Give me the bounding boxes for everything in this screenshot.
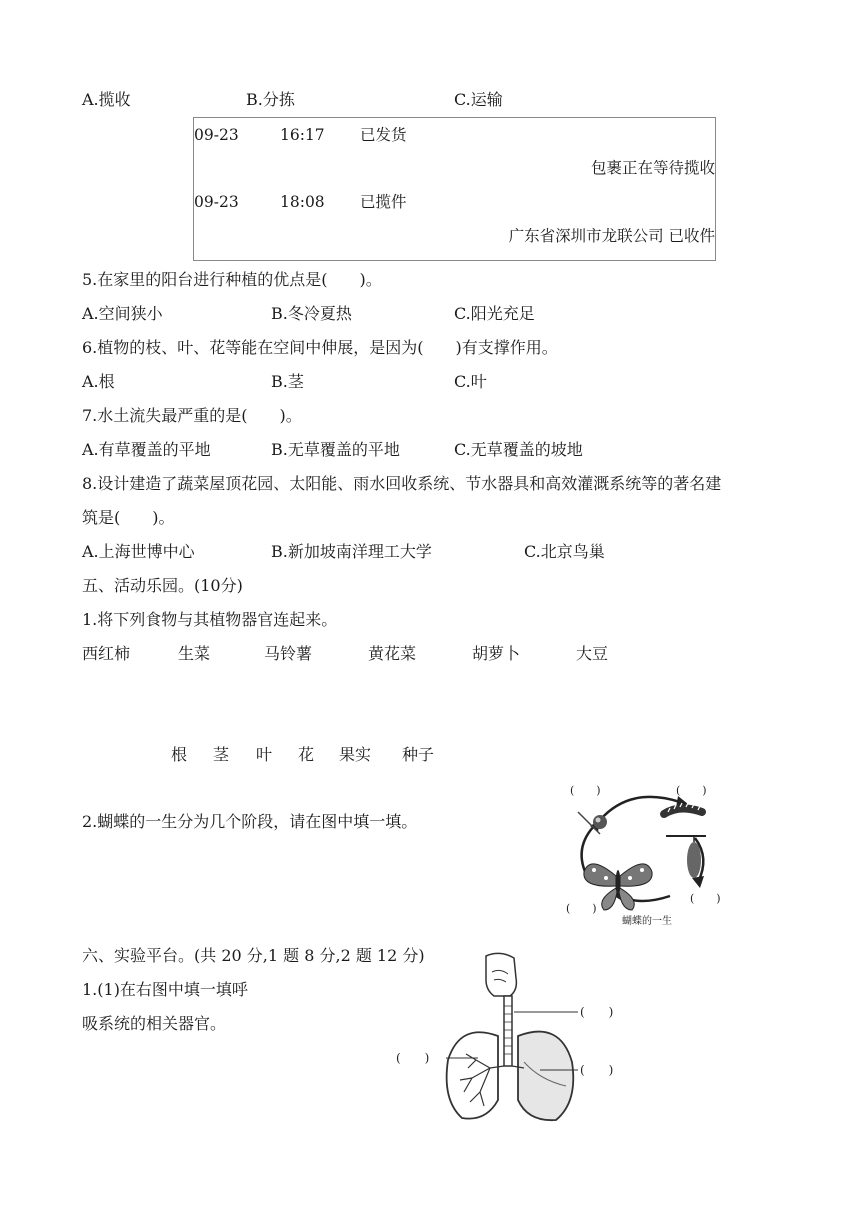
question-7-stem: 7.水土流失最严重的是( )。 — [82, 406, 302, 425]
question-8-stem: 8.设计建造了蔬菜屋顶花园、太阳能、雨水回收系统、节水器具和高效灌溉系统等的著名建 — [82, 474, 722, 493]
lifecycle-blank-larva: ( ) — [676, 784, 707, 797]
q4-option-b: B.分拣 — [246, 90, 295, 109]
tracking-status: 已发货 — [360, 126, 407, 144]
respiratory-system-figure — [390, 950, 640, 1130]
caterpillar-icon — [664, 803, 702, 814]
tracking-detail: 广东省深圳市龙联公司 已收件 — [508, 227, 715, 245]
tracking-box — [193, 117, 716, 261]
food-item: 胡萝卜 — [472, 644, 521, 663]
organ-item: 花 — [298, 745, 315, 764]
respiratory-blank-trachea: ( ) — [580, 1005, 614, 1019]
food-item: 西红柿 — [82, 644, 131, 663]
section-5-q1-stem: 1.将下列食物与其植物器官连起来。 — [82, 610, 338, 629]
q6-option-a: A.根 — [82, 372, 115, 391]
tracking-date: 09-23 — [194, 126, 239, 144]
lung-left-icon — [447, 1032, 504, 1118]
tracking-detail: 包裹正在等待揽收 — [590, 159, 715, 177]
head-icon — [486, 953, 516, 996]
q7-option-c: C.无草覆盖的坡地 — [454, 440, 583, 459]
q5-option-a: A.空间狭小 — [82, 304, 163, 323]
organ-item: 根 — [171, 745, 188, 764]
butterfly-lifecycle-figure — [560, 778, 740, 930]
question-6-stem: 6.植物的枝、叶、花等能在空间中伸展，是因为( )有支撑作用。 — [82, 338, 558, 357]
tracking-status: 已揽件 — [360, 193, 407, 211]
organ-item: 种子 — [402, 745, 435, 764]
food-item: 黄花菜 — [368, 644, 417, 663]
chrysalis-icon — [666, 836, 706, 878]
tracking-time: 18:08 — [280, 193, 325, 211]
lifecycle-blank-egg: ( ) — [570, 784, 601, 797]
organ-item: 叶 — [256, 745, 273, 764]
q6-option-b: B.茎 — [271, 372, 304, 391]
q8-option-b: B.新加坡南洋理工大学 — [271, 542, 432, 561]
q5-option-b: B.冬冷夏热 — [271, 304, 352, 323]
food-item: 马铃薯 — [264, 644, 313, 663]
q7-option-a: A.有草覆盖的平地 — [82, 440, 211, 459]
lung-right-icon — [512, 1032, 573, 1121]
question-8-stem-cont: 筑是( )。 — [82, 508, 175, 527]
q4-option-a: A.揽收 — [82, 90, 131, 109]
q5-option-c: C.阳光充足 — [454, 304, 535, 323]
section-5-title: 五、活动乐园。(10分) — [82, 576, 243, 595]
lifecycle-blank-pupa: ( ) — [690, 892, 721, 905]
q8-option-c: C.北京鸟巢 — [524, 542, 605, 561]
organ-item: 果实 — [339, 745, 372, 764]
organ-item: 茎 — [213, 745, 230, 764]
section-6-q1-line2: 吸系统的相关器官。 — [82, 1014, 227, 1033]
food-item: 大豆 — [576, 644, 609, 663]
trachea-icon — [504, 996, 512, 1066]
food-item: 生菜 — [178, 644, 211, 663]
q6-option-c: C.叶 — [454, 372, 487, 391]
question-5-stem: 5.在家里的阳台进行种植的优点是( )。 — [82, 270, 382, 289]
q8-option-a: A.上海世博中心 — [82, 542, 195, 561]
section-6-q1-line1: 1.(1)在右图中填一填呼 — [82, 980, 248, 999]
tracking-time: 16:17 — [280, 126, 325, 144]
q7-option-b: B.无草覆盖的平地 — [271, 440, 400, 459]
q4-option-c: C.运输 — [454, 90, 503, 109]
tracking-date: 09-23 — [194, 193, 239, 211]
respiratory-blank-lung: ( ) — [580, 1063, 614, 1077]
section-5-q2-stem: 2.蝴蝶的一生分为几个阶段，请在图中填一填。 — [82, 812, 418, 831]
lifecycle-caption: 蝴蝶的一生 — [622, 916, 672, 927]
lifecycle-blank-adult: ( ) — [566, 902, 597, 915]
section-6-title: 六、实验平台。(共 20 分,1 题 8 分,2 题 12 分) — [82, 946, 425, 965]
respiratory-blank-bronchus: ( ) — [396, 1051, 430, 1065]
